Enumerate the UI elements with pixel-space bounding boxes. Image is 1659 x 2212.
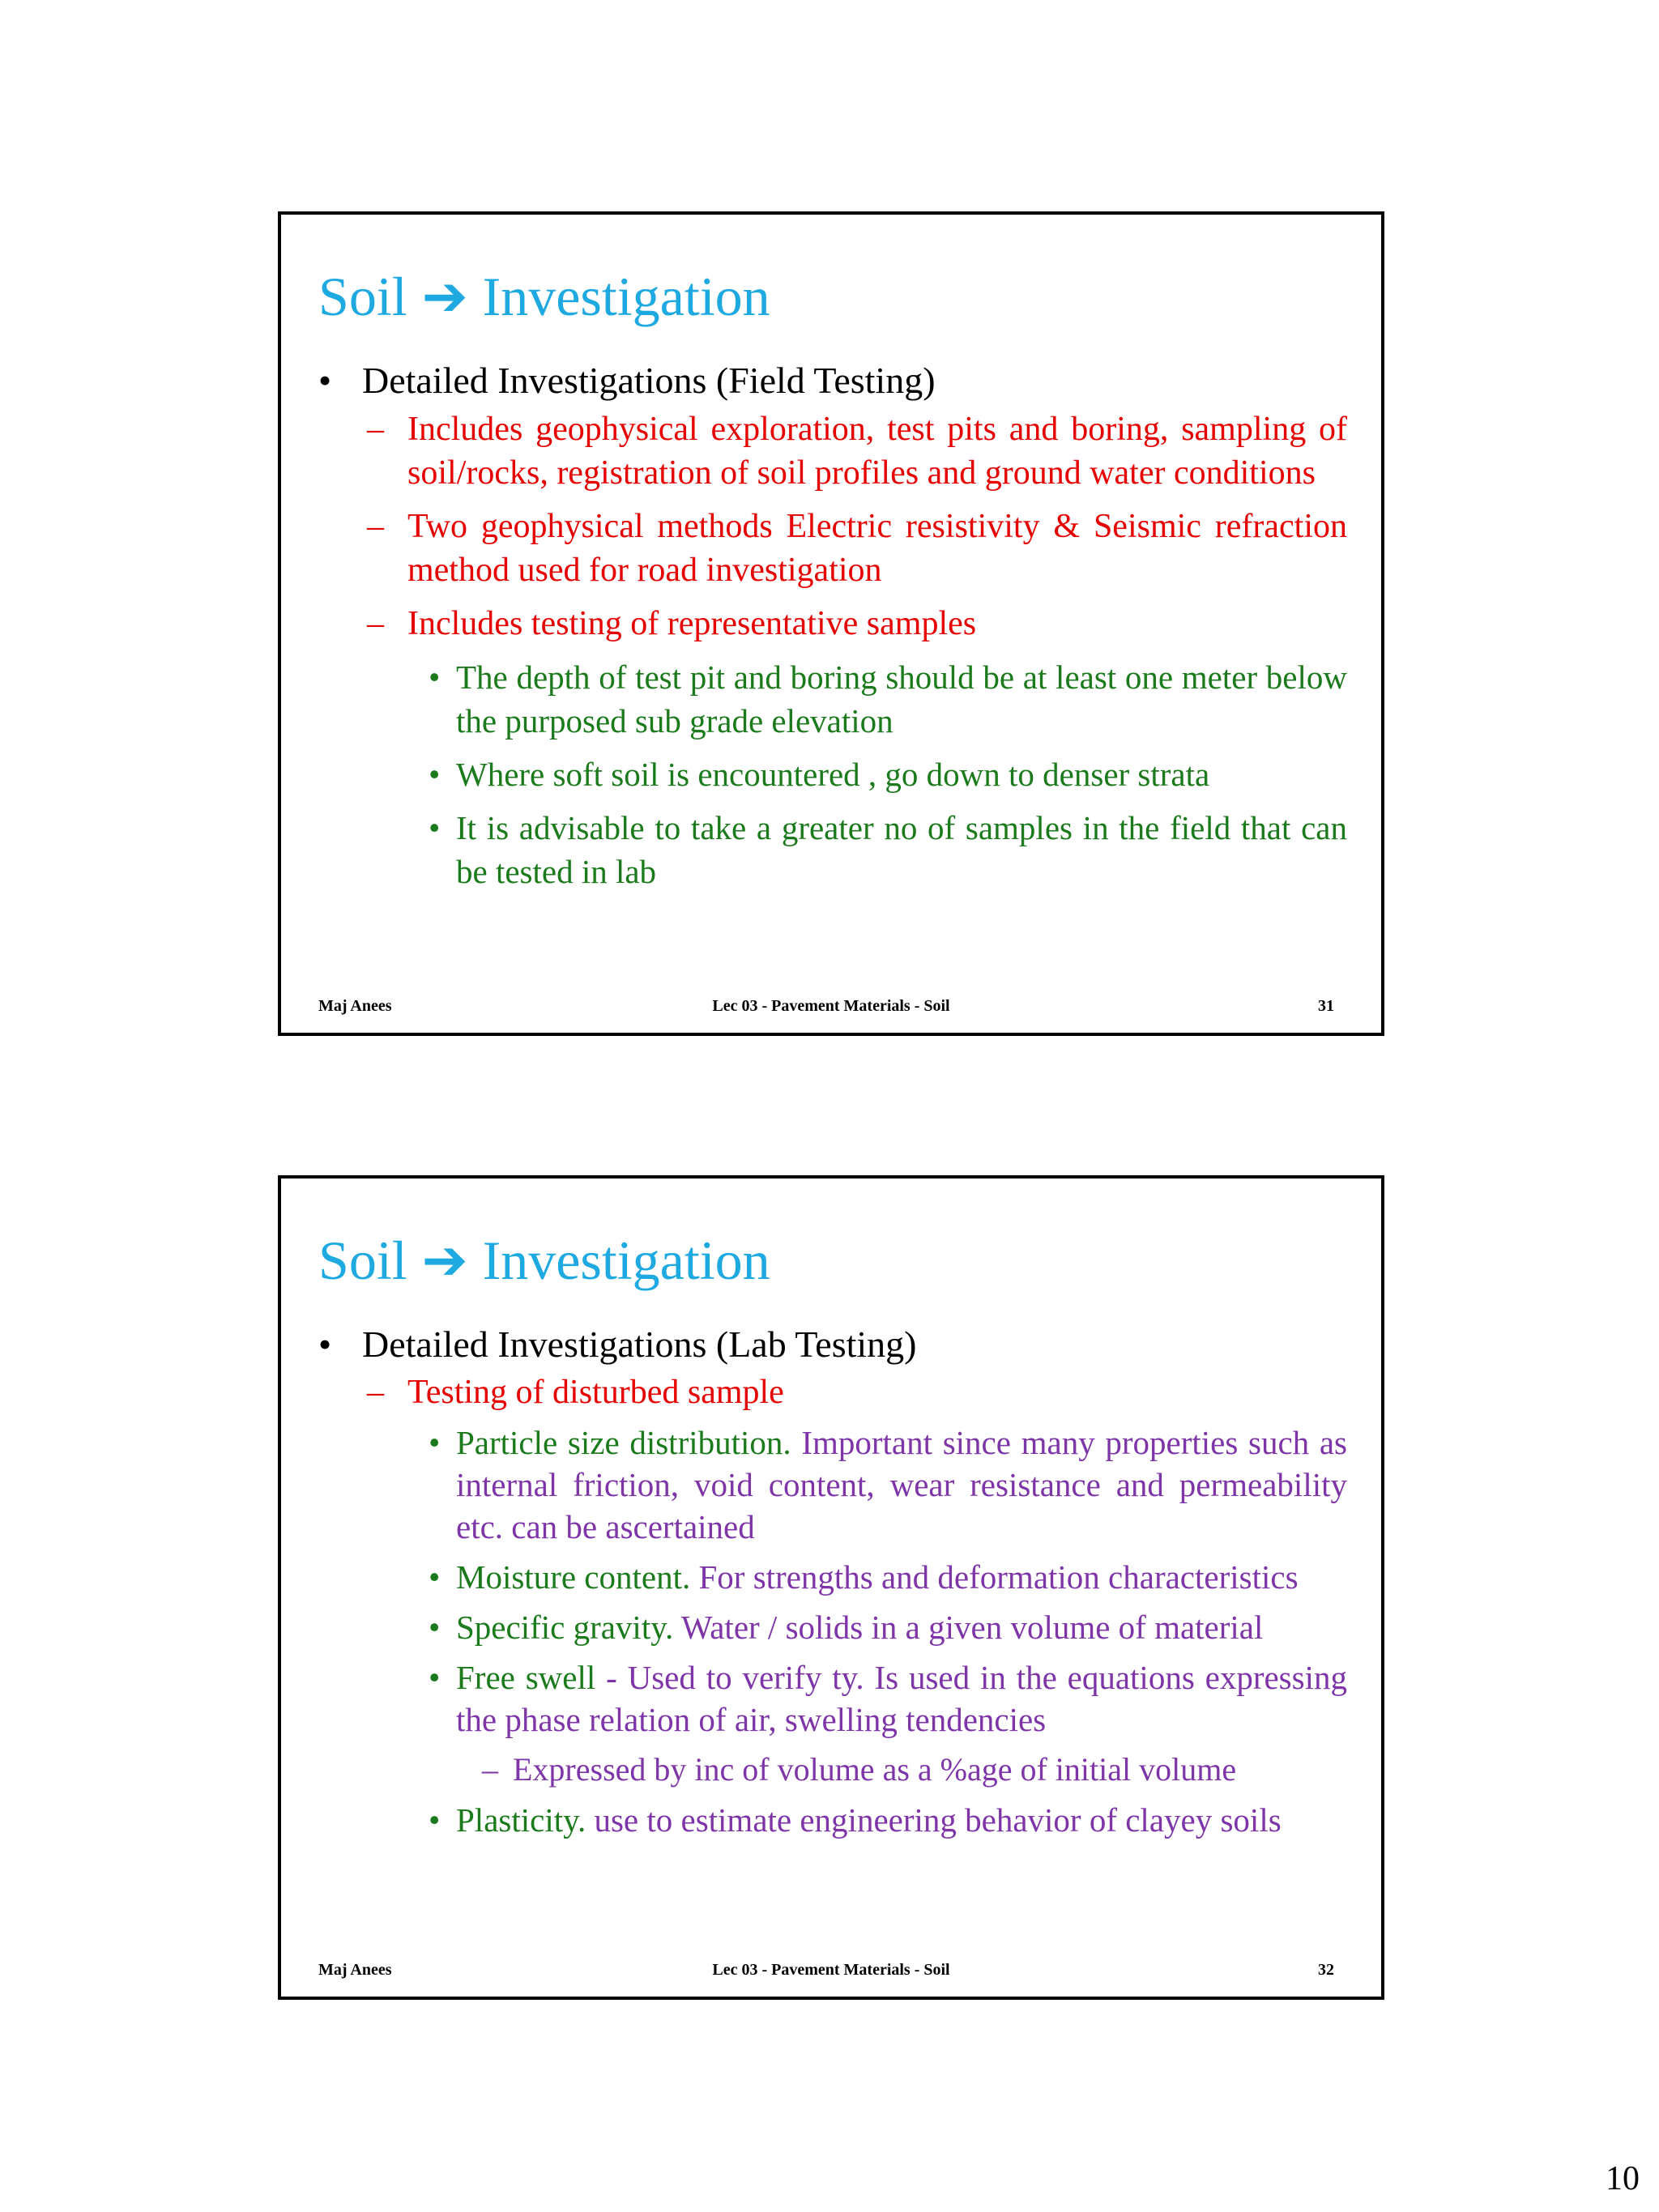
footer-lecture: Lec 03 - Pavement Materials - Soil	[712, 997, 950, 1015]
bullet-marker: •	[318, 360, 332, 401]
sub-bullet-item	[318, 1606, 1347, 1648]
bullet-marker: •	[429, 756, 441, 793]
bullet-marker: •	[429, 1609, 441, 1646]
bullet-marker: •	[429, 658, 441, 696]
sub-bullet-lead: Moisture content.	[456, 1558, 691, 1596]
dash-item	[318, 407, 1347, 495]
footer-author: Maj Anees	[318, 1961, 392, 1979]
sub-dash-item	[318, 1749, 1347, 1791]
bullet-level-1	[318, 1323, 1347, 1366]
sub-bullet-item	[318, 806, 1347, 893]
title-soil: Soil	[318, 1230, 407, 1291]
arrow-right-icon: ➔	[421, 1230, 468, 1291]
dash-marker: –	[367, 605, 384, 642]
dash-text: Includes geophysical exploration, test pits and boring, sampling of soil/rocks, registration of soil profiles and ground water conditions	[407, 411, 1347, 492]
sub-bullet-text: - Used to verify ty. Is used in the equations expressing the phase relation of air, swelling tendencies	[456, 1659, 1347, 1738]
dash-item	[318, 602, 1347, 646]
bullet-text: Detailed Investigations (Lab Testing)	[362, 1323, 917, 1365]
slide-31	[278, 211, 1384, 1036]
sub-bullet-text: use to estimate engineering behavior of clayey soils	[586, 1801, 1282, 1839]
bullet-marker: •	[429, 1424, 441, 1461]
dash-text: Testing of disturbed sample	[407, 1374, 784, 1411]
dash-item	[318, 1371, 1347, 1413]
bullet-marker: •	[429, 1558, 441, 1596]
footer-slide-number: 32	[1318, 1961, 1334, 1979]
slide-content	[318, 1323, 1347, 1849]
dash-marker: –	[367, 1374, 384, 1411]
title-investigation: Investigation	[482, 266, 770, 327]
footer-author: Maj Anees	[318, 997, 392, 1015]
sub-bullet-lead: Specific gravity.	[456, 1609, 674, 1646]
dash-text: Includes testing of representative samples	[407, 605, 977, 642]
arrow-right-icon: ➔	[421, 266, 468, 327]
title-investigation: Investigation	[482, 1230, 770, 1291]
slide-title	[318, 265, 770, 329]
bullet-marker: •	[429, 809, 441, 846]
page-number: 10	[1606, 2160, 1640, 2197]
slide-title	[318, 1229, 770, 1293]
sub-bullet-text: It is advisable to take a greater no of samples in the field that can be tested in lab	[456, 809, 1347, 890]
bullet-text: Detailed Investigations (Field Testing)	[362, 360, 936, 401]
title-soil: Soil	[318, 266, 407, 327]
sub-bullet-lead: Particle size distribution.	[456, 1424, 791, 1461]
sub-bullet-lead: Free swell	[456, 1659, 596, 1696]
dash-marker: –	[367, 411, 384, 448]
sub-bullet-text: Where soft soil is encountered , go down to denser strata	[456, 756, 1210, 793]
sub-bullet-text: Important since many properties such as internal friction, void content, wear resistance and permeability etc. can be ascertained	[456, 1424, 1348, 1545]
bullet-marker: •	[429, 1801, 441, 1839]
sub-bullet-text: For strengths and deformation characteristics	[690, 1558, 1299, 1596]
sub-bullet-item	[318, 1656, 1347, 1741]
dash-item	[318, 505, 1347, 592]
slide-32	[278, 1175, 1384, 2000]
dash-marker: –	[482, 1751, 498, 1788]
sub-bullet-item	[318, 1799, 1347, 1841]
bullet-marker: •	[318, 1323, 332, 1365]
footer-lecture: Lec 03 - Pavement Materials - Soil	[712, 1961, 950, 1979]
sub-bullet-text: The depth of test pit and boring should be at least one meter below the purposed sub grade elevation	[456, 658, 1347, 739]
sub-dash-text: Expressed by inc of volume as a %age of initial volume	[513, 1751, 1237, 1788]
dash-marker: –	[367, 508, 384, 545]
sub-bullet-item	[318, 752, 1347, 796]
dash-text: Two geophysical methods Electric resistivity & Seismic refraction method used for road investigation	[407, 508, 1347, 589]
sub-bullet-text: Water / solids in a given volume of material	[673, 1609, 1264, 1646]
sub-bullet-item	[318, 1421, 1347, 1548]
sub-bullet-lead: Plasticity.	[456, 1801, 586, 1839]
slide-content	[318, 359, 1347, 903]
sub-bullet-item	[318, 655, 1347, 743]
bullet-marker: •	[429, 1659, 441, 1696]
footer-slide-number: 31	[1318, 997, 1334, 1015]
bullet-level-1	[318, 359, 1347, 403]
sub-bullet-item	[318, 1556, 1347, 1598]
